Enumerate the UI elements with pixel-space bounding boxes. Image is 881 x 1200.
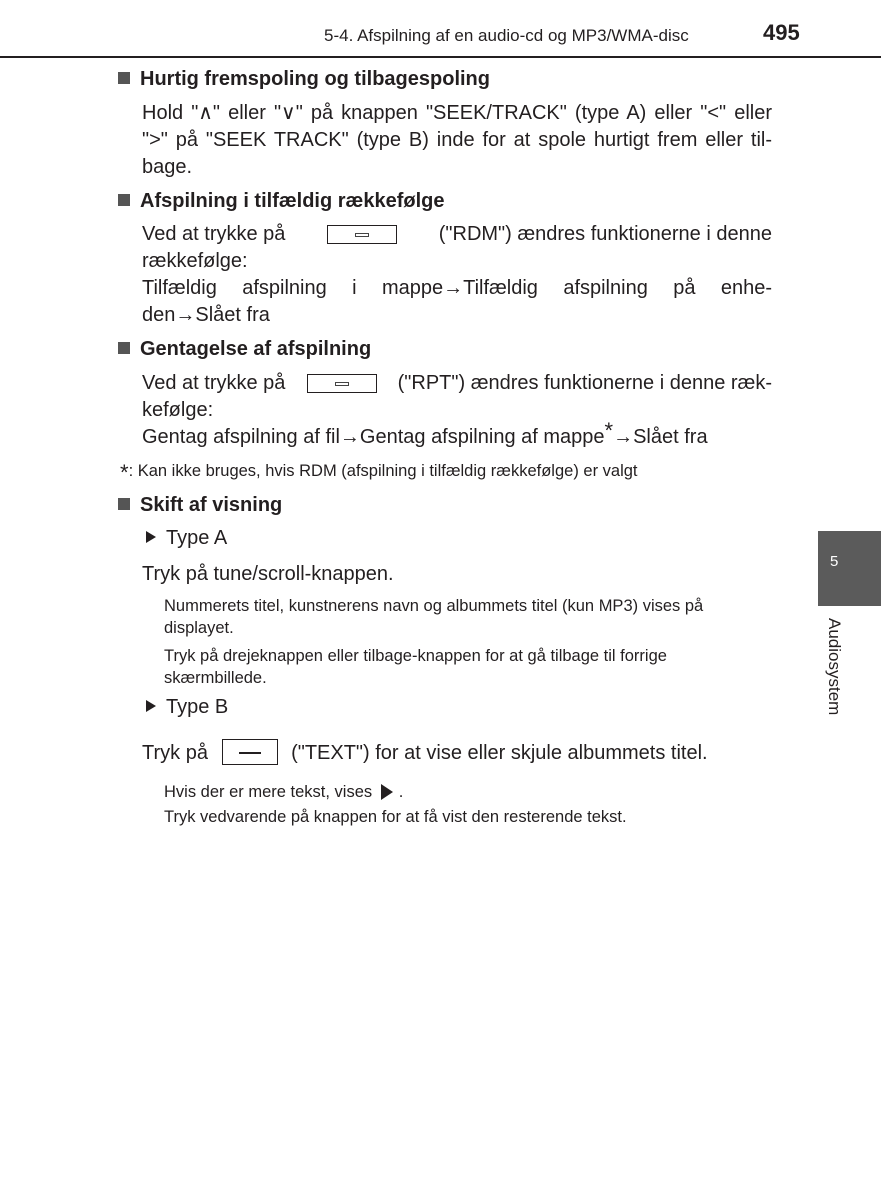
- text-button-icon: [222, 739, 278, 765]
- type-a-label: Type A: [146, 527, 227, 550]
- page-number: 495: [763, 20, 800, 45]
- section-heading-display: Skift af visning: [118, 494, 282, 517]
- footnote: *: Kan ikke bruges, hvis RDM (afspilning i tilfældig rækkefølge) er valgt: [120, 460, 638, 485]
- type-b-note-2: Tryk vedvarende på knappen for at få vist den resterende tekst.: [164, 808, 627, 826]
- section-heading-repeat: Gentagelse af afspilning: [118, 338, 371, 361]
- type-b-note-1: Hvis der er mere tekst, vises .: [164, 783, 404, 801]
- triangle-bullet-icon: [146, 700, 156, 712]
- type-a-note-1: Nummerets titel, kunstnerens navn og albummets titel (kun MP3) vises på displayet.: [164, 597, 704, 637]
- chapter-tab-label: Audiosystem: [825, 618, 844, 716]
- type-b-instruction: Tryk på ("TEXT") for at vise eller skjule albummets titel.: [142, 739, 772, 767]
- square-bullet-icon: [118, 72, 130, 84]
- paragraph-repeat: Ved at trykke på ("RPT") ændres funktionerne i denne ræk- kefølge: Gentag afspilning af fil→Gentag afspilning af mappe*→Slået fra: [142, 372, 772, 448]
- section-heading-fast: Hurtig fremspoling og tilbagespoling: [118, 68, 490, 91]
- header-rule: [0, 56, 881, 58]
- type-a-note-2: Tryk på drejeknappen eller tilbage-knappen for at gå tilbage til forrige skærmbillede.: [164, 647, 667, 687]
- more-text-arrow-icon: [381, 784, 393, 800]
- square-bullet-icon: [118, 342, 130, 354]
- triangle-bullet-icon: [146, 531, 156, 543]
- square-bullet-icon: [118, 194, 130, 206]
- type-b-label: Type B: [146, 696, 228, 719]
- rdm-button-icon: [327, 225, 397, 244]
- paragraph-fast: Hold "∧" eller "∨" på knappen "SEEK/TRACK" (type A) eller "<" eller ">" på "SEEK TRACK" (type B) inde for at spole hurtigt frem eller til- bage.: [142, 102, 772, 178]
- rpt-button-icon: [307, 374, 377, 393]
- chapter-title: 5-4. Afspilning af en audio-cd og MP3/WMA-disc: [324, 26, 689, 45]
- chapter-tab: [818, 531, 881, 606]
- paragraph-random: Ved at trykke på ("RDM") ændres funktionerne i denne rækkefølge: Tilfældig afspilning i mappe→Tilfældig afspilning på enhe- den→Slået fra: [142, 223, 772, 326]
- section-heading-random: Afspilning i tilfældig rækkefølge: [118, 190, 444, 213]
- square-bullet-icon: [118, 498, 130, 510]
- type-a-instruction: Tryk på tune/scroll-knappen.: [142, 563, 394, 585]
- chapter-tab-number: 5: [830, 553, 839, 570]
